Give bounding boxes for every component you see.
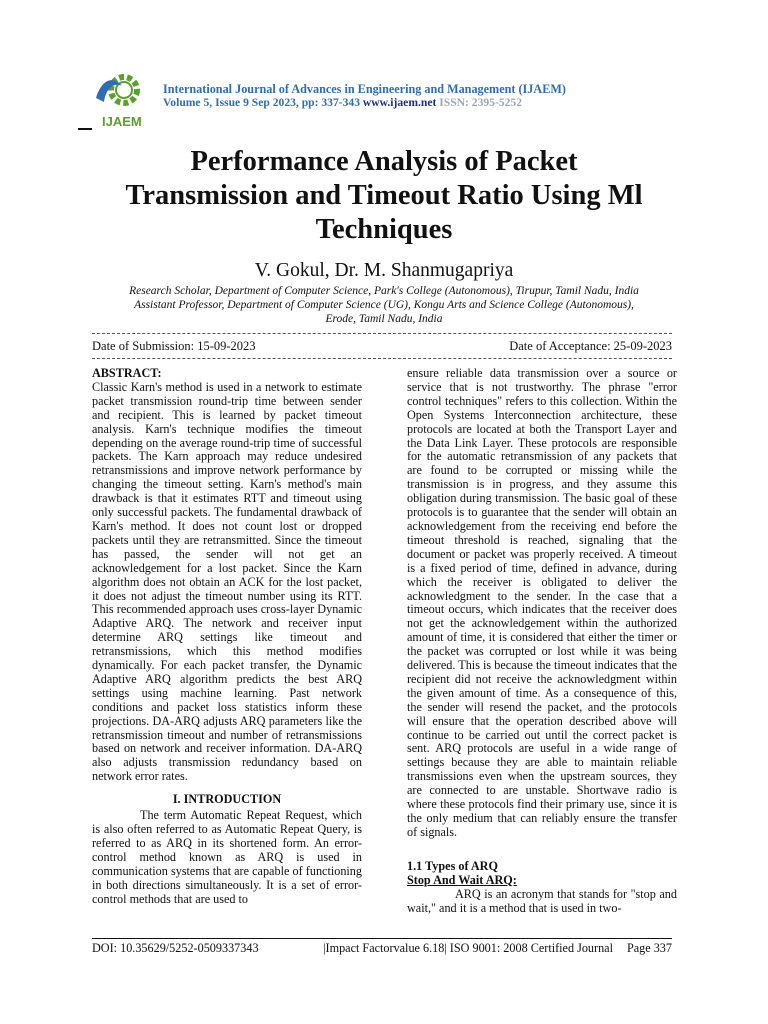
subsection-heading: Stop And Wait ARQ: <box>407 872 517 887</box>
impact-info: |Impact Factorvalue 6.18| ISO 9001: 2008 Certified Journal <box>323 941 613 955</box>
affiliations <box>92 284 676 326</box>
affiliation-line: Research Scholar, Department of Computer Science, Park's College (Autonomous), Tirupur, Tamil Nadu, India <box>129 285 639 297</box>
abstract-text: Classic Karn's method is used in a network to estimate packet transmission round-trip time between sender and recipient. This is learned by packet timeout analysis. Karn's technique modifies the timeout depending on the average round-trip time of successful packets. The Karn approach may reduce undesired retransmissions and improve network performance by changing the timeout setting. Karn's method's main drawback is that it estimates RTT and timeout using only successful packets. The fundamental drawback of Karn's method. It does not count lost or dropped packets until they are retransmitted. Since the timeout has passed, the sender will not get an acknowledgement for a lost packet. Since the Karn algorithm does not obtain an ACK for the lost packet, it does not adjust the timeout number using its RTT. This recommended approach uses cross-layer Dynamic Adaptive ARQ. The network and receiver input determine ARQ settings like timeout and retransmissions, which this method modifies dynamically. For each packet transfer, the Dynamic Adaptive ARQ algorithm predicts the best ARQ settings using machine learning. Past network conditions and packet loss statistics inform these projections. DA-ARQ adjusts ARQ parameters like the retransmission timeout and number of retransmissions based on network and receiver information. DA-ARQ also adjusts transmission redundancy based on network error rates. <box>92 379 362 784</box>
page-footer <box>92 941 672 956</box>
dates-row <box>92 339 672 354</box>
logo-text: IJAEM <box>102 114 142 128</box>
volume-info: Volume 5, Issue 9 Sep 2023, pp: 337-343 <box>163 96 363 109</box>
abstract-heading: ABSTRACT: <box>92 366 162 380</box>
page-number: Page 337 <box>626 941 672 955</box>
journal-title: International Journal of Advances in Engineering and Management (IJAEM) <box>163 82 566 96</box>
journal-header <box>78 68 698 128</box>
journal-url: www.ijaem.net <box>362 96 437 109</box>
title-line: Techniques <box>315 214 453 245</box>
journal-meta <box>163 96 566 110</box>
right-column <box>407 367 677 915</box>
authors: V. Gokul, Dr. M. Shanmugapriya <box>254 260 514 281</box>
divider-bottom <box>92 358 672 359</box>
intro-heading: I. INTRODUCTION <box>172 792 282 807</box>
ijaem-logo <box>92 68 148 128</box>
title-line: Performance Analysis of Packet <box>190 146 578 177</box>
affiliation-line: Assistant Professor, Department of Computer Science (UG), Kongu Arts and Science College (Autonomous), <box>134 299 634 311</box>
section-heading: 1.1 Types of ARQ <box>407 858 498 873</box>
body-text: ensure reliable data transmission over a source or service that is not trustworthy. The phrase "error control techniques" refers to this collection. Within the Open Systems Interconnection architecture, these protocols are located at both the Transport Layer and the Data Link Layer. These protocols are responsible for the automatic retransmission of any packets that are found to be corrupted or missing while the transmission is in progress, and they assume this obligation during transmission. The basic goal of these protocols is to guarantee that the sender will obtain an acknowledgement from the receiving end before the timeout threshold is reached, signaling that the document or packet was properly received. A timeout is a fixed period of time, defined in advance, during which the receiver is obligated to deliver the acknowledgment to the sender. In the case that a timeout occurs, which indicates that the receiver does not get the acknowledgement within the authorized amount of time, it is considered that either the timer or the packet was corrupted or lost while it was being delivered. This is because the timeout indicates that the recipient did not receive the acknowledgment within the given amount of time. As a consequence of this, the sender will resend the packet, and the protocols will ensure that the operation described above will continue to be carried out until the correct packet is sent. ARQ protocols are useful in a wide range of settings because they are able to maintain reliable transmissions even when the upstream sources, they are connected to are unstable. Shortwave radio is where these protocols find their primary use, since it is the only medium that can reliably ensure the transfer of signals. <box>407 366 677 839</box>
doi: DOI: 10.35629/5252-0509337343 <box>92 941 259 955</box>
title-line: Transmission and Timeout Ratio Using Ml <box>125 180 643 211</box>
issn: ISSN: 2395-5252 <box>439 96 523 109</box>
intro-text: The term Automatic Repeat Request, which is also often referred to as Automatic Repeat Query, is referred to as ARQ in its shortened form. An error-control method known as ARQ is used in communication systems that are capable of functioning in both directions simultaneously. It is a set of error-control methods that are used to <box>92 808 362 906</box>
paper-title <box>92 145 676 247</box>
submission-date: Date of Submission: 15-09-2023 <box>92 339 256 353</box>
footer-rule <box>92 938 672 939</box>
left-column <box>92 367 362 906</box>
divider-top <box>92 333 672 334</box>
subsection-text: ARQ is an acronym that stands for "stop and wait," and it is a method that is used in two- <box>407 886 677 915</box>
affiliation-line: Erode, Tamil Nadu, India <box>325 313 443 325</box>
header-rule <box>78 128 92 130</box>
acceptance-date: Date of Acceptance: 25-09-2023 <box>509 339 672 353</box>
